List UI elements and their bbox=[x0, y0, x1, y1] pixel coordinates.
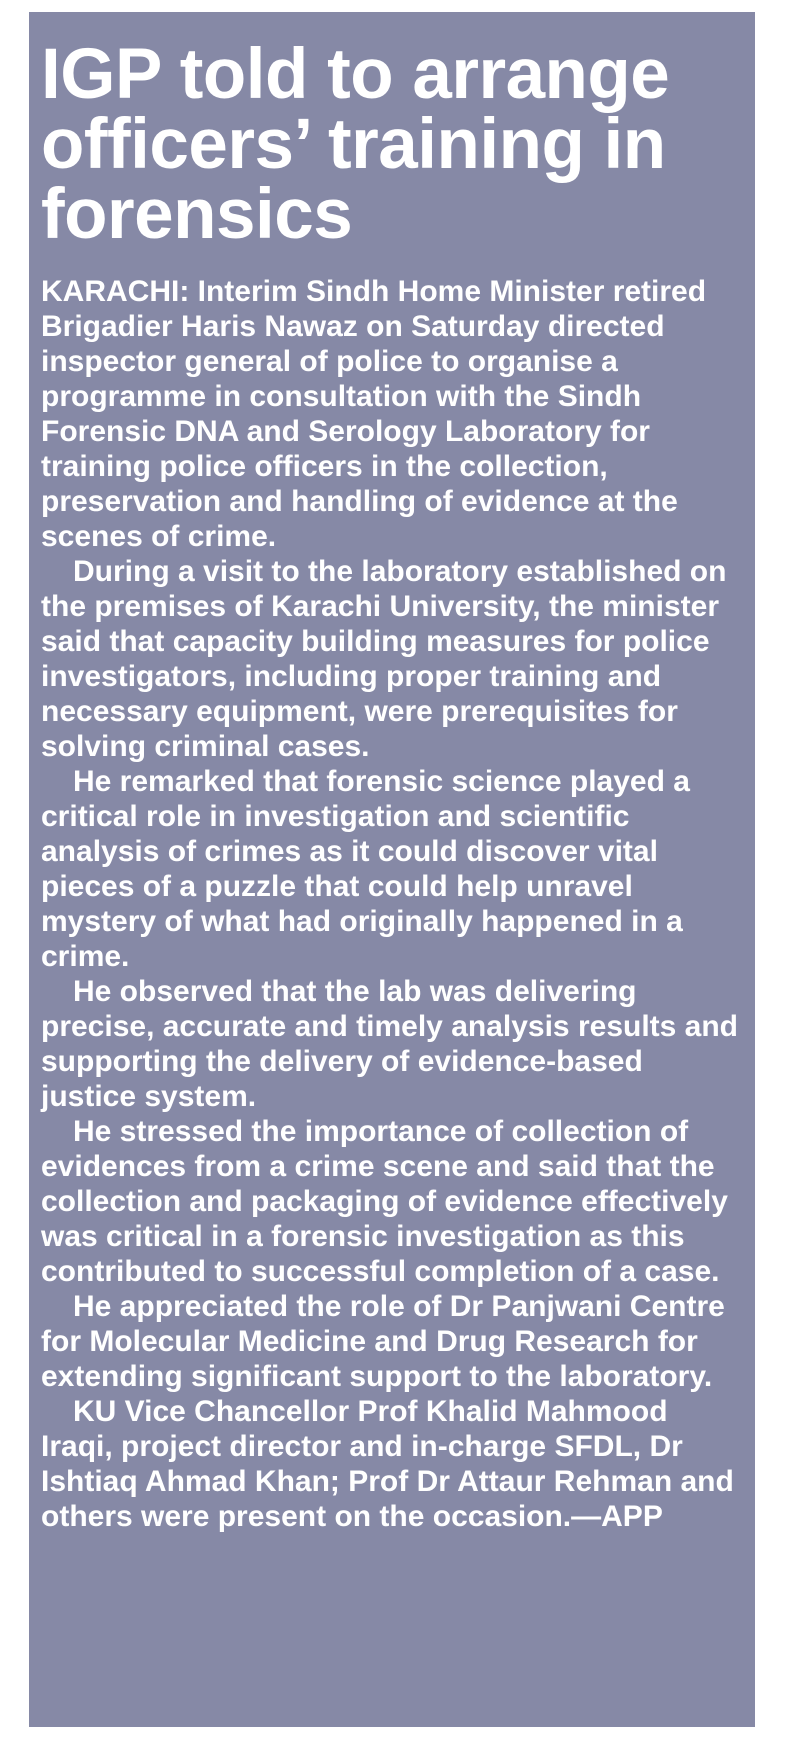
paragraph-4: He observed that the lab was delivering precise, accurate and timely analysis results and supporting the delivery of evidence-based justice system. bbox=[41, 975, 739, 1113]
paragraph-3: He remarked that forensic science played a critical role in investigation and scientific analysis of crimes as it could discover vital pieces of a puzzle that could help unravel mystery of what had originally happened in a crime. bbox=[41, 765, 690, 973]
paragraph-7: KU Vice Chancellor Prof Khalid Mahmood Iraqi, project director and in-charge SFDL, Dr Ishtiaq Ahmad Khan; Prof Dr Attaur Rehman and others were present on the occasion.—APP bbox=[41, 1395, 734, 1533]
headline: IGP told to arrange officers’ training in forensics bbox=[41, 35, 670, 254]
paragraph-6: He appreciated the role of Dr Panjwani Centre for Molecular Medicine and Drug Research for extending significant support to the laboratory. bbox=[41, 1290, 725, 1393]
paragraph-5: He stressed the importance of collection of evidences from a crime scene and said that the collection and packaging of evidence effectively was critical in a forensic investigation as this contributed to successful completion of a case. bbox=[41, 1115, 728, 1288]
article-body bbox=[41, 274, 741, 1534]
paragraph-1: KARACHI: Interim Sindh Home Minister retired Brigadier Haris Nawaz on Saturday directed inspector general of police to organise a programme in consultation with the Sindh Forensic DNA and Serology Laboratory for training police officers in the collection, preservation and handling of evidence at the scenes of crime. bbox=[41, 275, 707, 553]
paragraph-2: During a visit to the laboratory established on the premises of Karachi University, the minister said that capacity building measures for police investigators, including proper training and necessary equipment, were prerequisites for solving criminal cases. bbox=[41, 555, 727, 763]
news-clipping bbox=[29, 12, 755, 1727]
